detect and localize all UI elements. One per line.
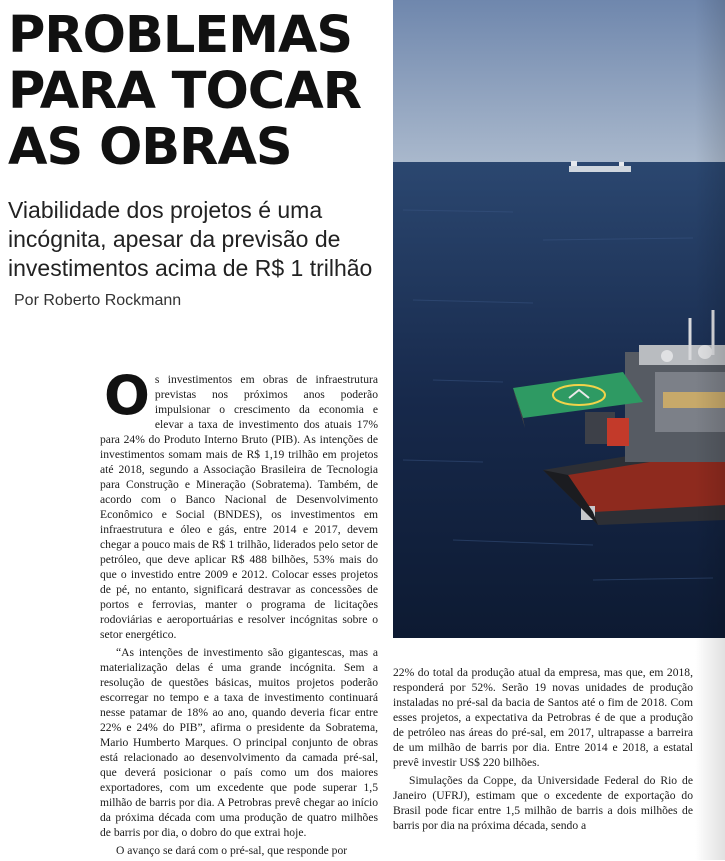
offshore-platform-illustration [393, 0, 725, 638]
paragraph-2: “As intenções de investimento são gigantescas, mas a materialização delas é uma grande incógnita. Sem a resolução de questões básicas, muitos projetos poderão escorregar no tempo e a taxa de investimento continuará nesse patamar de 18% ao ano, quando deveria ficar entre 22% e 24% do PIB”, afirma o presidente da Sobratema, Mario Humberto Marques. O principal conjunto de obras está relacionado ao desenvolvimento da camada pré-sal, que deverá posicionar o país como um dos maiores exportadores, com um excedente que pode superar 1,5 milhão de barris por dia. A Petrobras prevê chegar ao início da próxima década com uma produção de quatro milhões de barris por dia, o dobro do que extrai hoje. [100, 646, 378, 839]
paragraph-4: 22% do total da produção atual da empresa, mas que, em 2018, responderá por 52%. Serão 19 novas unidades de produção instaladas no pré-sal da bacia de Santos até o fim de 2018. Com esses projetos, a expectativa da Petrobras é de que a produção de petróleo nas áreas do pré-sal, em 2017, ultrapasse a barreira de um milhão de barris por dia. Entre 2014 e 2018, a estatal prevê investir US$ 220 bilhões. [393, 666, 693, 769]
subheadline [8, 196, 388, 315]
subheadline-text: Viabilidade dos projetos é uma incógnita, apesar da previsão de investimentos acima de R$ 1 trilhão [8, 197, 373, 281]
offshore-platform-photo [393, 0, 725, 638]
paragraph-1 [100, 364, 378, 642]
paragraph-3: O avanço se dará com o pré-sal, que responde por [116, 844, 348, 857]
headline [8, 8, 388, 176]
headline-line-3: AS OBRAS [8, 118, 292, 177]
byline: Por Roberto Rockmann [14, 292, 182, 309]
article-column-1 [100, 364, 378, 861]
paragraph-1-text: s investimentos em obras de infraestrutura previstas nos próximos anos poderão impulsionar o crescimento da economia e elevar a taxa de investimento dos atuais 17% para 24% do Produto Interno Bruto (PIB). As intenções de investimentos somam mais de R$ 1,19 trilhão em projetos até 2018, segundo a Associação Brasileira de Tecnologia para Construção e Mineração (Sobratema). Também, de acordo com o Banco Nacional de Desenvolvimento Econômico e Social (BNDES), os investimentos em infraestrutura e óleo e gás, entre 2014 e 2017, devem chegar a pouco mais de R$ 1 trilhão, liderados pelo setor de petróleo, que deve aplicar R$ 488 bilhões, 53% mais do que o investido entre 2009 e 2012. Colocar esses projetos de pé, no entanto, significará destravar as concessões de portos e ferrovias, manter o programa de licitações rodoviárias e aeroportuárias e resolver incógnitas sobre o setor energético. [100, 373, 378, 641]
headline-line-1: PROBLEMAS [8, 6, 353, 65]
headline-line-2: PARA TOCAR [8, 62, 361, 121]
article-column-2 [393, 665, 693, 836]
dropcap: O [104, 364, 150, 427]
paragraph-5: Simulações da Coppe, da Universidade Federal do Rio de Janeiro (UFRJ), estimam que o excedente de exportação do Brasil pode ficar entre 1,5 milhão de barris a dois milhões de barris por dia na próxima década, sendo a [393, 774, 693, 832]
